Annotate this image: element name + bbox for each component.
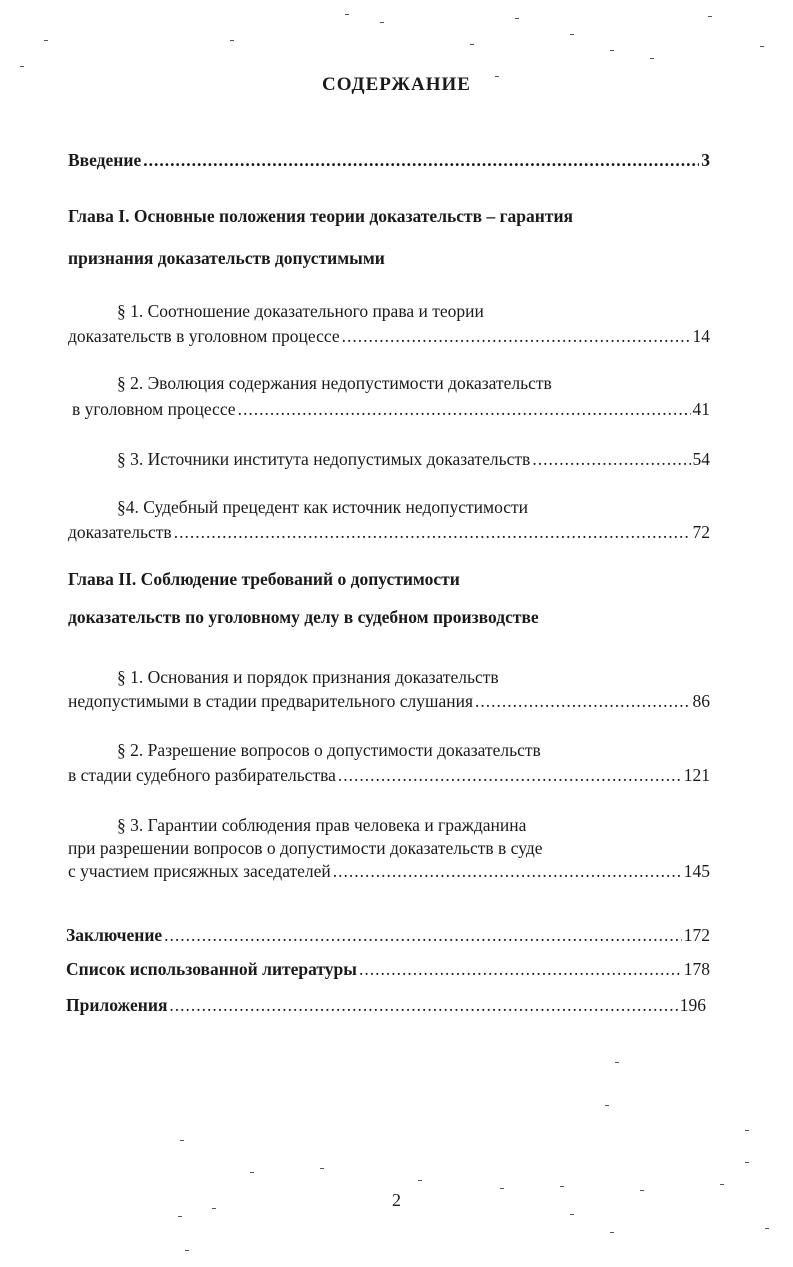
leader-dots <box>143 149 699 171</box>
toc-entry-label: Заключение <box>66 925 163 945</box>
toc-entry-label: недопустимыми в стадии предварительного слушания <box>68 691 473 711</box>
chapter-1-title-line-1: Глава I. Основные положения теории доказательств – гарантия <box>68 206 573 226</box>
toc-entry-page: 178 <box>683 959 710 979</box>
toc-entry-label: с участием присяжных заседателей <box>68 861 331 881</box>
toc-entry-section-2-2 <box>68 764 710 786</box>
chapter-2-title-line-1: Глава II. Соблюдение требований о допустимости <box>68 569 460 589</box>
toc-entry-label: доказательств <box>68 522 172 542</box>
toc-entry-references <box>66 958 710 980</box>
toc-entry-label: § 3. Источники института недопустимых доказательств <box>117 449 531 469</box>
toc-entry-page: 86 <box>692 691 710 711</box>
leader-dots <box>475 690 691 712</box>
leader-dots <box>342 325 691 347</box>
section-2-2-line-1: § 2. Разрешение вопросов о допустимости доказательств <box>117 740 541 760</box>
section-1-2-line-1: § 2. Эволюция содержания недопустимости доказательств <box>117 373 552 393</box>
toc-entry-page: 54 <box>692 449 710 469</box>
toc-entry-intro <box>68 149 710 171</box>
chapter-2-title-line-2: доказательств по уголовному делу в судебном производстве <box>68 607 539 627</box>
toc-entry-page: 145 <box>683 861 710 881</box>
section-1-4-line-1: §4. Судебный прецедент как источник недопустимости <box>117 497 529 517</box>
toc-entry-label: Введение <box>68 150 142 170</box>
toc-entry-label: в стадии судебного разбирательства <box>68 765 336 785</box>
section-2-1-line-1: § 1. Основания и порядок признания доказательств <box>117 667 499 687</box>
toc-entry-section-2-3 <box>68 860 710 882</box>
leader-dots <box>238 398 691 420</box>
leader-dots <box>359 958 682 980</box>
toc-entry-section-1-2 <box>72 398 710 420</box>
toc-entry-page: 41 <box>692 399 710 419</box>
toc-entry-section-1-1 <box>68 325 710 347</box>
leader-dots <box>333 860 682 882</box>
section-1-1-line-1: § 1. Соотношение доказательного права и теории <box>117 301 484 321</box>
toc-heading: СОДЕРЖАНИЕ <box>322 74 471 95</box>
toc-entry-page: 72 <box>692 522 710 542</box>
leader-dots <box>174 521 691 543</box>
leader-dots <box>164 924 682 946</box>
toc-entry-section-1-4 <box>68 521 710 543</box>
section-2-3-line-1: § 3. Гарантии соблюдения прав человека и гражданина <box>117 815 527 835</box>
toc-entry-page: 121 <box>683 765 710 785</box>
toc-entry-page: 14 <box>692 326 710 346</box>
toc-entry-section-1-3 <box>117 448 710 470</box>
section-2-3-line-2: при разрешении вопросов о допустимости доказательств в суде <box>68 838 543 858</box>
toc-entry-label: в уголовном процессе <box>72 399 236 419</box>
leader-dots <box>338 764 682 786</box>
toc-entry-page: 3 <box>701 150 710 170</box>
toc-entry-label: Список использованной литературы <box>66 959 357 979</box>
page-number: 2 <box>392 1190 401 1210</box>
toc-entry-label: доказательств в уголовном процессе <box>68 326 340 346</box>
leader-dots <box>532 448 690 470</box>
toc-entry-section-2-1 <box>68 690 710 712</box>
chapter-1-title-line-2: признания доказательств допустимыми <box>68 248 385 268</box>
toc-entry-label: Приложения <box>66 995 168 1015</box>
toc-entry-conclusion <box>66 924 710 946</box>
toc-entry-page: 196 <box>679 995 706 1015</box>
toc-entry-page: 172 <box>683 925 710 945</box>
leader-dots <box>169 994 677 1016</box>
toc-entry-appendices <box>66 994 706 1016</box>
